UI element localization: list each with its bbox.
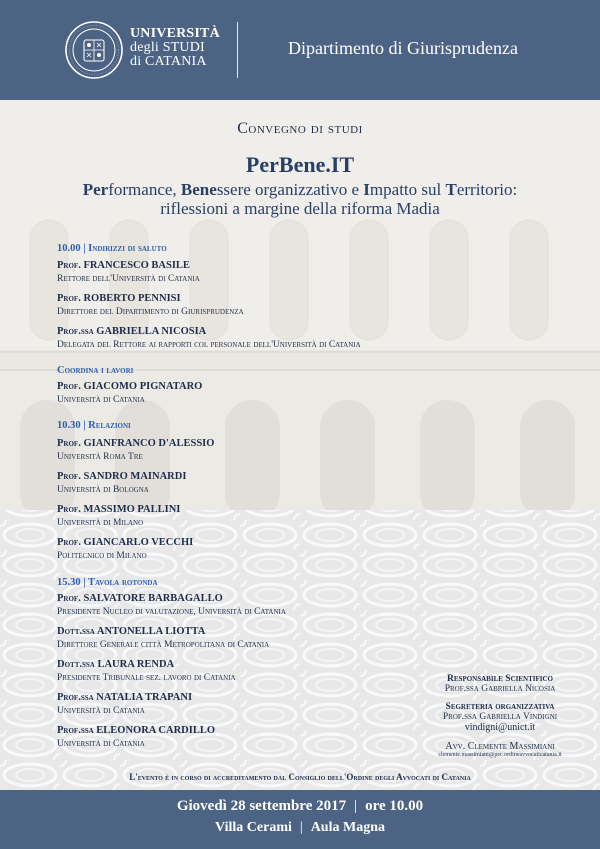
event-subtitle-line1 [40,180,560,199]
speaker-affiliation: Presidente Tribunale sez. lavoro di Catania [57,673,236,683]
section-heading-relazioni: 10.30 | Relazioni [57,420,131,431]
speaker-name: Prof. MASSIMO PALLINI [57,504,181,515]
section-heading-coordina: Coordina i lavori [57,365,134,376]
speaker-affiliation: Politecnico di Milano [57,551,147,561]
subtitle-fragment: formance, [108,180,181,199]
event-time: ore 10.00 [365,798,424,814]
university-name-line1: UNIVERSITÀ [130,26,220,41]
speaker-affiliation: Rettore dell'Università di Catania [57,274,200,284]
subtitle-fragment: Per [82,180,109,199]
subtitle-fragment: ssere organizzativo e [216,180,364,199]
event-venue [0,820,600,836]
speaker-affiliation: Direttore Generale città Metropolitana di Catania [57,640,270,650]
footer-band [0,790,600,849]
speaker-affiliation: Università di Bologna [57,485,149,495]
scientific-responsible-title: Responsabile Scientifico [447,674,553,684]
header-divider [237,22,238,78]
separator: | [354,798,358,814]
university-name-line2: degli STUDI [130,40,205,55]
speaker-affiliation: Direttore del Dipartimento di Giurisprudenza [57,307,244,317]
speaker-name: Prof. SALVATORE BARBAGALLO [57,593,223,604]
speaker-affiliation: Università Roma Tre [57,452,143,462]
speaker-name: Prof. GIACOMO PIGNATARO [57,381,203,392]
accreditation-note: L'evento è in corso di accreditamento dal Consiglio dell'Ordine degli Avvocati di Catania [129,772,471,782]
subtitle-fragment: I [363,180,370,199]
event-date: Giovedì 28 settembre 2017 [176,798,347,814]
contacts-block [420,674,580,758]
separator: | [299,820,303,835]
speaker-affiliation: Presidente Nucleo di valutazione, Università di Catania [57,607,286,617]
subtitle-fragment: erritorio: [456,180,518,199]
speaker-name: Prof. ROBERTO PENNISI [57,293,181,304]
section-heading-saluti: 10.00 | Indirizzi di saluto [57,243,167,254]
lawyer-contact-email[interactable]: clemente.massimiani@pec.ordineavvocaticatania.it [438,752,562,758]
subtitle-fragment: T [445,180,457,199]
university-seal-icon [64,20,124,80]
organizing-secretariat-name: Prof.ssa Gabriella Vindigni [442,712,558,722]
speaker-name: Prof.ssa ELEONORA CARDILLO [57,725,216,736]
lawyer-contact-name: Avv. Clemente Massimiani [445,741,555,752]
section-heading-tavola-rotonda: 15.30 | Tavola rotonda [57,577,158,588]
speaker-name: Dott.ssa LAURA RENDA [57,659,175,670]
event-subtitle-line2: riflessioni a margine della riforma Madia [160,199,440,218]
speaker-name: Prof.ssa NATALIA TRAPANI [57,692,193,703]
university-name [130,27,220,69]
venue-name: Villa Cerami [215,820,292,835]
speaker-name: Prof. GIANFRANCO D'ALESSIO [57,438,215,449]
speaker-affiliation: Delegata del Rettore ai rapporti col personale dell'Università di Catania [57,340,361,350]
event-date-time [0,798,600,815]
speaker-affiliation: Università di Catania [57,706,145,716]
speaker-affiliation: Università di Catania [57,739,145,749]
event-kicker: Convegno di studi [237,120,363,137]
header-band [0,0,600,100]
speaker-name: Prof. GIANCARLO VECCHI [57,537,194,548]
organizing-secretariat-title: Segreteria organizzativa [445,702,555,712]
department-name: Dipartimento di Giurisprudenza [288,38,518,58]
organizing-secretariat-email[interactable]: vindigni@unict.it [464,722,536,733]
scientific-responsible-name: Prof.ssa Gabriella Nicosia [444,684,556,694]
university-name-line3: di CATANIA [130,54,207,69]
event-subtitle [40,180,560,218]
speaker-affiliation: Università di Catania [57,395,145,405]
speaker-affiliation: Università di Milano [57,518,144,528]
speaker-name: Dott.ssa ANTONELLA LIOTTA [57,626,206,637]
subtitle-fragment: mpatto sul [369,180,446,199]
subtitle-fragment: Bene [180,180,217,199]
speaker-name: Prof.ssa GABRIELLA NICOSIA [57,326,207,337]
event-name: PerBene.IT [245,152,355,177]
speaker-name: Prof. SANDRO MAINARDI [57,471,187,482]
poster-content [0,100,600,790]
speaker-name: Prof. FRANCESCO BASILE [57,260,190,271]
venue-room: Aula Magna [310,820,385,835]
